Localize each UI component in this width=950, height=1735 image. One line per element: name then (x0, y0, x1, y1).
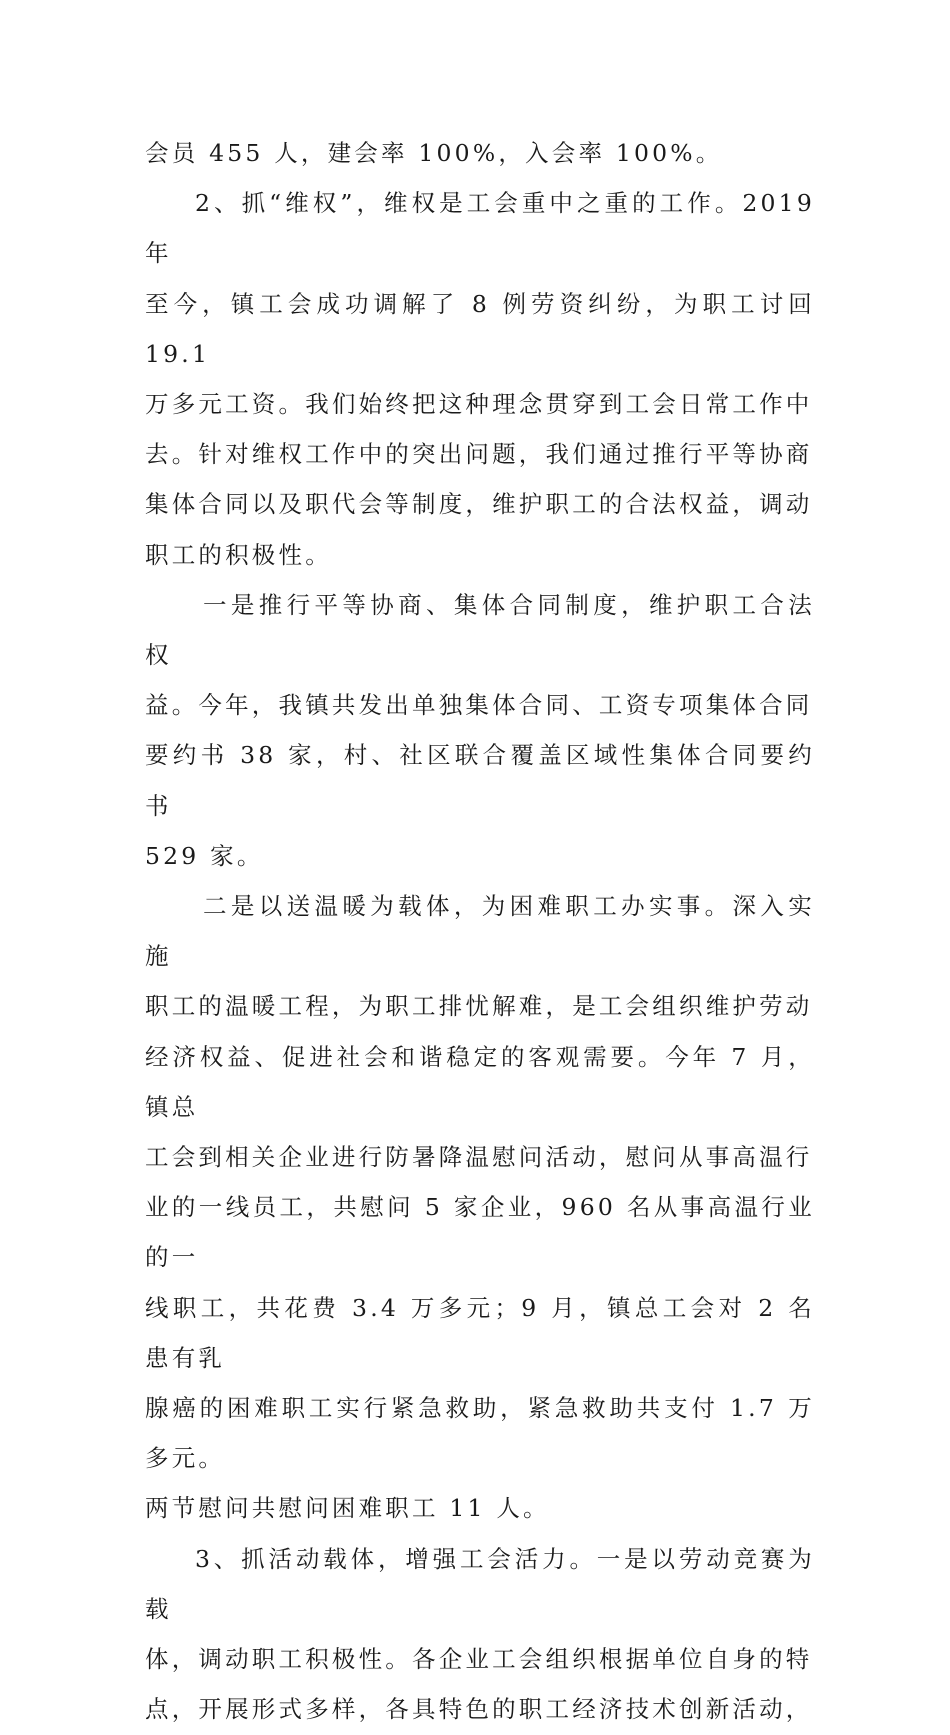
text-line: 至今，镇工会成功调解了 8 例劳资纠纷，为职工讨回 19.1 (145, 289, 815, 368)
text-line: 点，开展形式多样，各具特色的职工经济技术创新活动， (145, 1695, 813, 1724)
text-line: 经济权益、促进社会和谐稳定的客观需要。今年 7 月，镇总 (145, 1042, 815, 1121)
text-line: 二是以送温暖为载体，为困难职工办实事。深入实施 (145, 892, 815, 971)
text-line: 集体合同以及职代会等制度，维护职工的合法权益，调动 (145, 490, 813, 519)
document-body (145, 128, 815, 1735)
text-line: 益。今年，我镇共发出单独集体合同、工资专项集体合同 (145, 691, 813, 720)
text-line: 腺癌的困难职工实行紧急救助，紧急救助共支付 1.7 万多元。 (145, 1394, 815, 1473)
text-line: 529 家。 (145, 841, 264, 870)
paragraph-activities (145, 1534, 815, 1735)
text-line: 线职工，共花费 3.4 万多元；9 月，镇总工会对 2 名患有乳 (145, 1293, 815, 1372)
text-line: 3、抓活动载体，增强工会活力。一是以劳动竞赛为载 (145, 1544, 815, 1623)
text-line: 一是推行平等协商、集体合同制度，维护职工合法权 (145, 590, 815, 670)
text-line: 职工的积极性。 (145, 540, 332, 569)
text-line: 2、抓“维权”，维权是工会重中之重的工作。2019 年 (145, 189, 815, 268)
paragraph-warmth-program (145, 881, 815, 1534)
text-line: 会员 455 人，建会率 100%，入会率 100%。 (145, 139, 723, 167)
paragraph-collective-contract (145, 580, 815, 881)
paragraph-rights-protection (145, 178, 815, 580)
text-line: 工会到相关企业进行防暑降温慰问活动，慰问从事高温行 (145, 1143, 813, 1172)
text-line: 去。针对维权工作中的突出问题，我们通过推行平等协商 (145, 440, 813, 469)
text-line: 两节慰问共慰问困难职工 11 人。 (145, 1494, 550, 1523)
text-line: 要约书 38 家，村、社区联合覆盖区域性集体合同要约书 (145, 741, 815, 820)
text-line: 万多元工资。我们始终把这种理念贯穿到工会日常工作中 (145, 390, 813, 419)
text-line: 职工的温暖工程，为职工排忧解难，是工会组织维护劳动 (145, 992, 813, 1021)
text-line: 体，调动职工积极性。各企业工会组织根据单位自身的特 (145, 1645, 813, 1674)
text-line: 业的一线员工，共慰问 5 家企业，960 名从事高温行业的一 (145, 1193, 815, 1272)
paragraph-membership (145, 128, 815, 178)
